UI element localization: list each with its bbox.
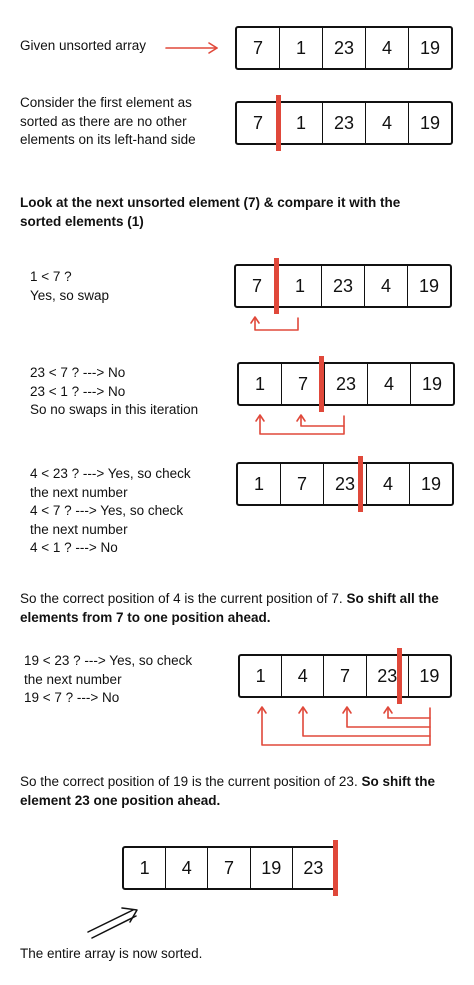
array-cell: 7 (207, 848, 249, 888)
array-cell: 4 (281, 656, 323, 696)
text-line: 23 < 7 ? ---> No (30, 365, 126, 380)
array-cell: 1 (255, 665, 266, 686)
array-cell: 7 (323, 656, 365, 696)
array-cell: 4 (365, 103, 408, 143)
array-cell: 4 (165, 848, 207, 888)
text-line: 4 < 7 ? ---> Yes, so check (30, 503, 184, 518)
text-line: the next number (30, 521, 128, 537)
sketch-arrow-icon (88, 908, 137, 938)
text-line: the next number (24, 671, 122, 687)
final-caption: The entire array is now sorted. (20, 946, 203, 961)
pointer-arrow (166, 43, 217, 53)
array-cell: 4 (366, 464, 409, 504)
array-cell: 23 (321, 266, 364, 306)
array-cell: 1 (139, 857, 150, 878)
explanation-text: So the correct position of 4 is the current position of 7. (20, 591, 347, 606)
array-cell: 23 (324, 364, 367, 404)
array-cell: 4 (364, 266, 407, 306)
text-line: sorted elements (1) (20, 213, 144, 229)
text-line: 4 < 23 ? ---> Yes, so check (30, 466, 191, 481)
text-line: 1 < 7 ? (30, 269, 72, 284)
array-cell: 19 (410, 364, 453, 404)
text-line: 4 < 1 ? ---> No (30, 540, 118, 555)
given-label: Given unsorted array (20, 38, 147, 53)
array-cell: 7 (251, 275, 262, 296)
array-cell: 23 (322, 28, 365, 68)
text-line: Look at the next unsorted element (7) & compare it with the (20, 195, 401, 210)
text-line: 19 < 7 ? ---> No (24, 690, 120, 705)
array-cell: 7 (281, 364, 324, 404)
array-cell: 1 (254, 373, 265, 394)
array-cell: 1 (253, 473, 264, 494)
array-cell: 4 (367, 364, 410, 404)
array-cell: 19 (407, 266, 450, 306)
array-cell: 19 (409, 464, 452, 504)
array-cell: 19 (408, 28, 451, 68)
array-cell: 1 (279, 28, 322, 68)
explanation-text: So the correct position of 19 is the current position of 23. (20, 774, 362, 789)
array-cell: 23 (323, 464, 366, 504)
compare-arrow (256, 415, 344, 434)
text-line: 23 < 1 ? ---> No (30, 383, 126, 399)
swap-arrow (251, 317, 298, 330)
array-cell: 19 (250, 848, 292, 888)
text-line: Consider the first element as (20, 95, 192, 110)
text-line: Yes, so swap (30, 287, 110, 303)
array-cell: 4 (365, 28, 408, 68)
array-cell: 7 (252, 112, 263, 133)
array-cell: 1 (279, 103, 322, 143)
array-cell: 7 (280, 464, 323, 504)
text-line: 19 < 23 ? ---> Yes, so check (24, 653, 193, 668)
text-line: sorted as there are no other (20, 113, 187, 129)
array-cell: 7 (252, 37, 263, 58)
explanation-emphasis: So shift all the elements from 7 to one position ahead. (20, 591, 439, 625)
array-cell: 19 (408, 656, 450, 696)
array-cell: 23 (292, 848, 334, 888)
explanation-emphasis: So shift the element 23 one position ahead. (20, 774, 435, 808)
array-cell: 23 (366, 656, 408, 696)
array-cell: 23 (322, 103, 365, 143)
array-cell: 1 (278, 266, 321, 306)
array-cell: 19 (408, 103, 451, 143)
text-line: the next number (30, 484, 128, 500)
shift-arrow (258, 707, 430, 745)
text-line: elements on its left-hand side (20, 132, 196, 147)
text-line: So no swaps in this iteration (30, 402, 199, 417)
